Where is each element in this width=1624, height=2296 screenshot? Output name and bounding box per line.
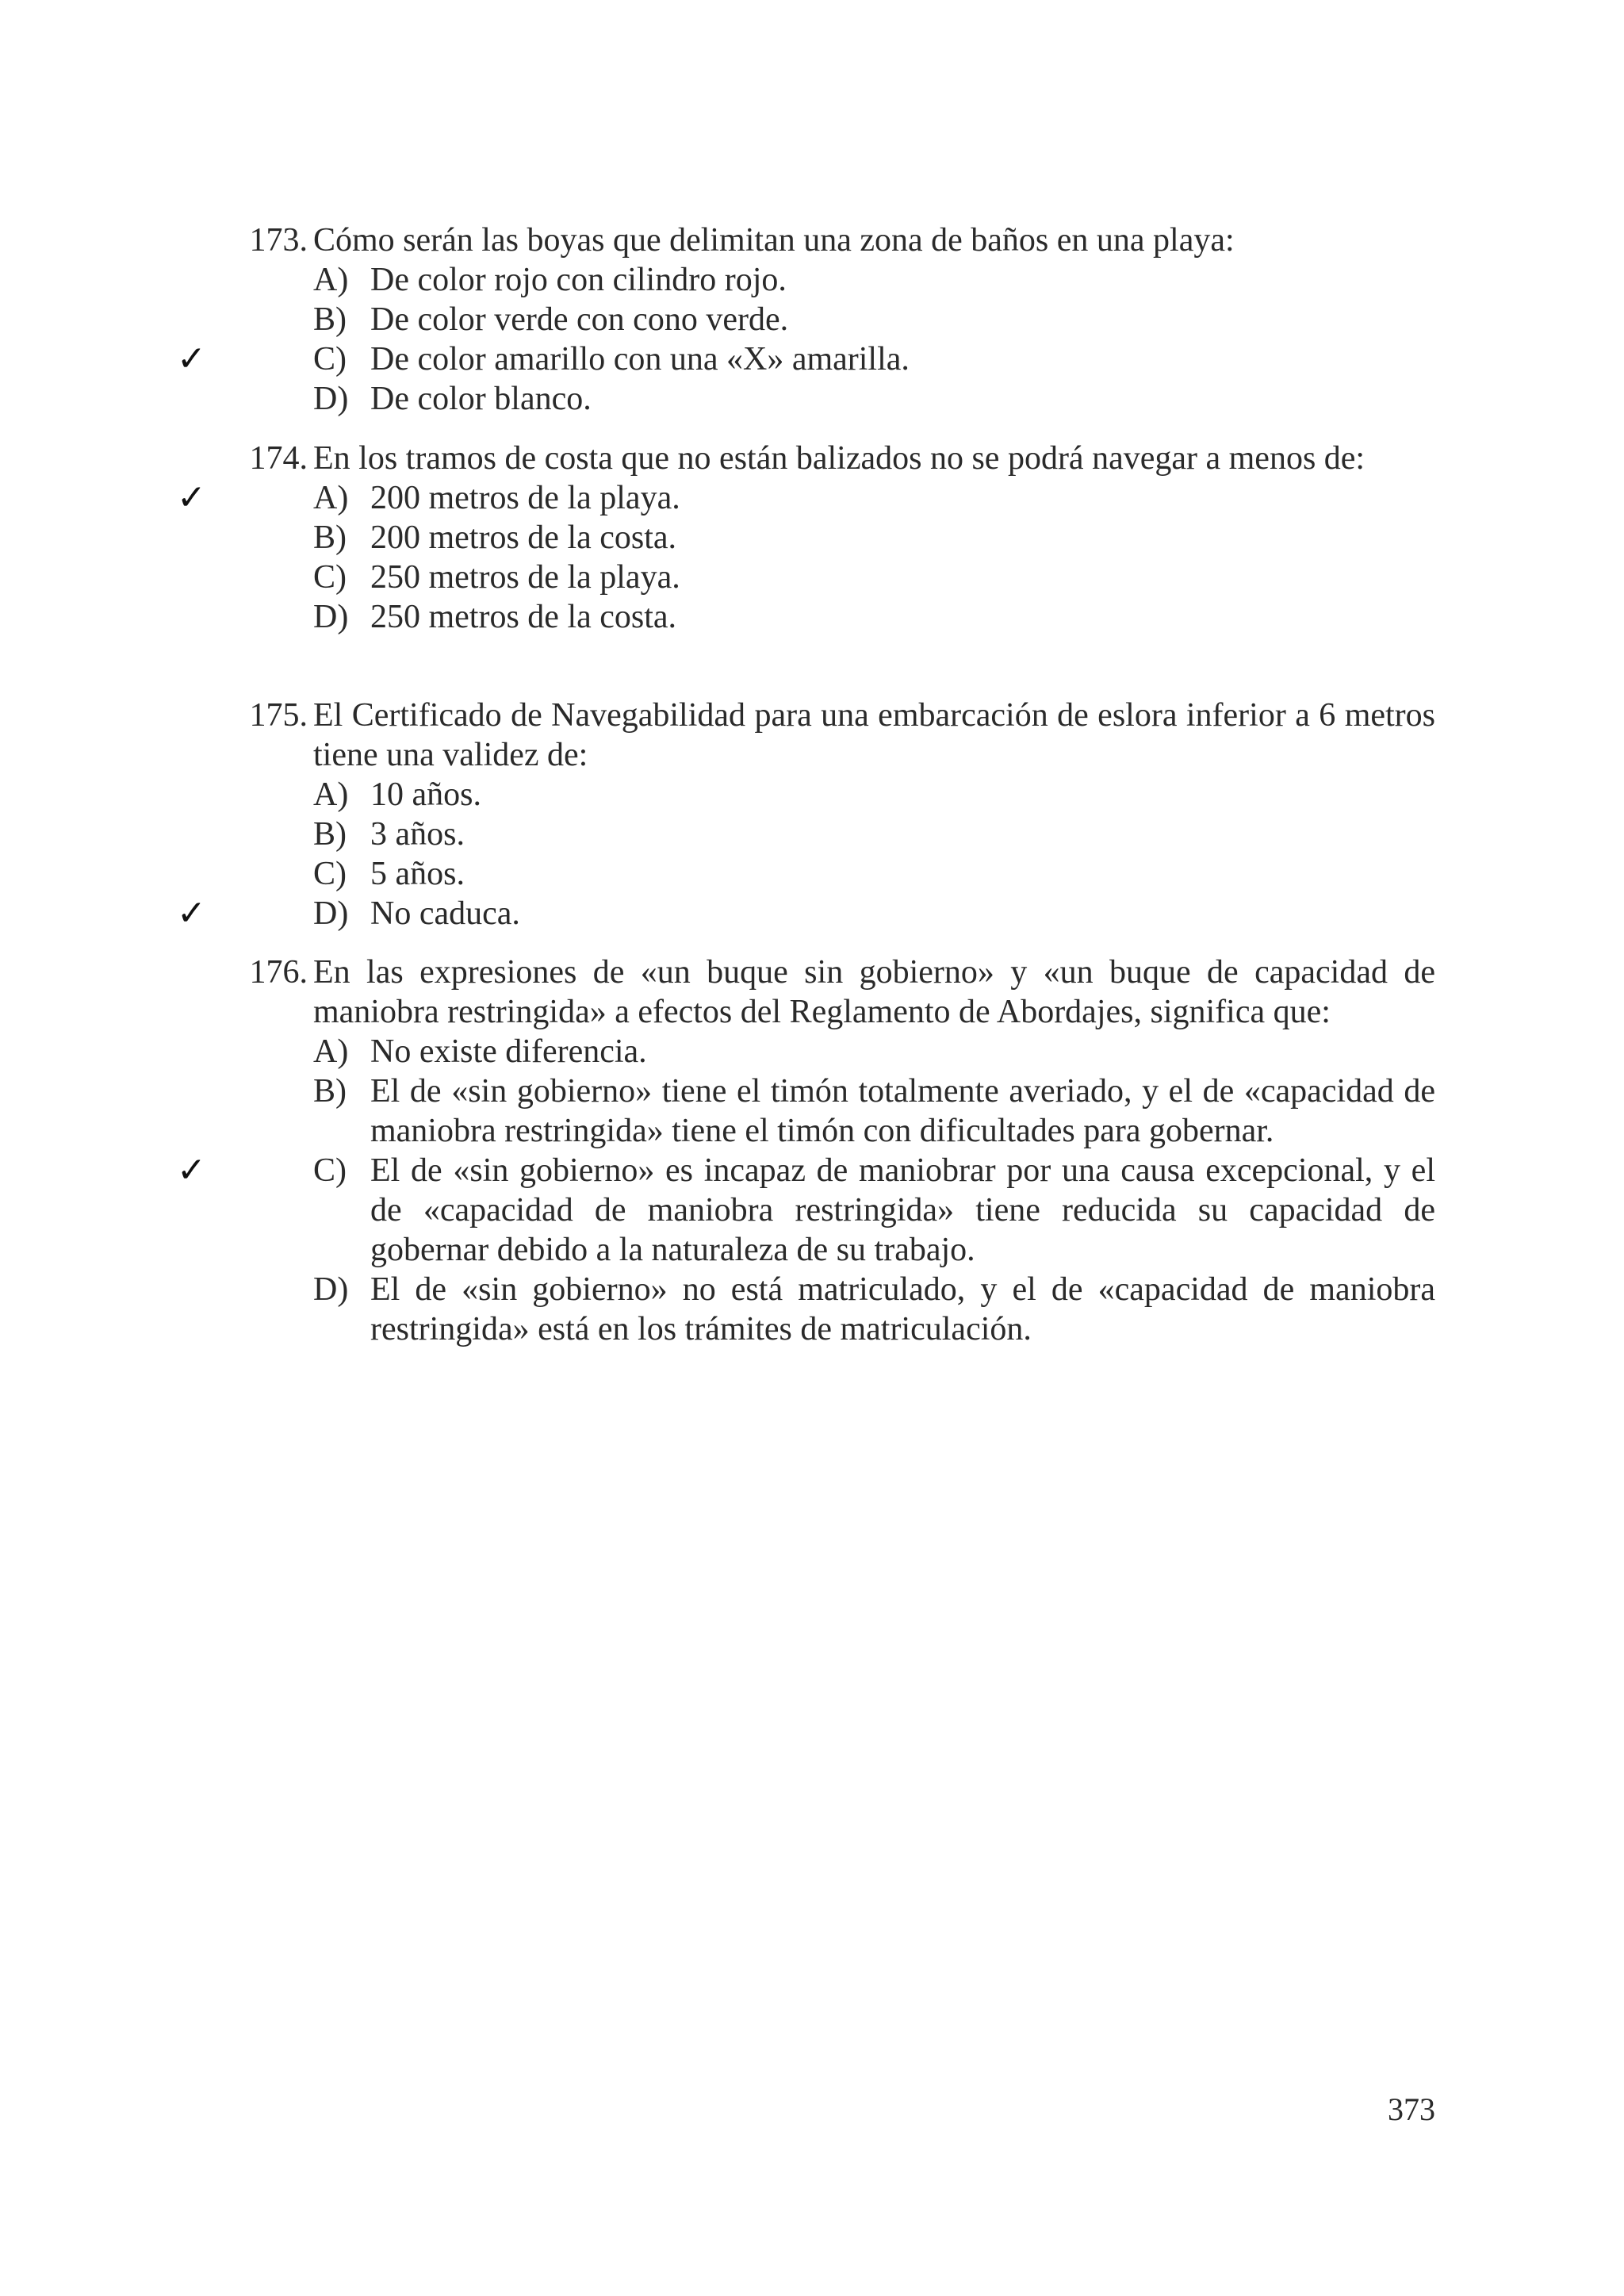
option-text: 250 metros de la costa. — [370, 599, 677, 635]
options-list — [177, 1032, 1435, 1349]
option-letter: A) — [313, 1033, 349, 1070]
check-mark-icon: ✓ — [177, 893, 206, 933]
question-text: En los tramos de costa que no están balizados no se podrá navegar a menos de: — [313, 440, 1365, 477]
check-mark-icon: ✓ — [177, 477, 206, 518]
options-list — [177, 477, 1435, 637]
question-text: El Certificado de Navegabilidad para una embarcación de eslora inferior a 6 metros tiene una validez de: — [313, 697, 1435, 773]
option-c — [177, 1150, 1435, 1270]
option-d — [313, 597, 1435, 637]
option-text: El de «sin gobierno» es incapaz de maniobrar por una causa excepcional, y el de «capacidad de maniobra restringida» tiene reducida su capacidad de gobernar debido a la naturaleza de su trabajo. — [370, 1152, 1435, 1268]
question-175 — [177, 696, 1435, 933]
option-text: No existe diferencia. — [370, 1033, 647, 1070]
options-list — [177, 775, 1435, 933]
option-letter: D) — [313, 1271, 349, 1308]
option-a — [177, 477, 1435, 518]
option-text: De color rojo con cilindro rojo. — [370, 262, 787, 298]
option-letter: B) — [313, 301, 347, 338]
option-d — [313, 1270, 1435, 1349]
option-text: 5 años. — [370, 856, 465, 892]
option-letter: D) — [313, 599, 349, 635]
option-d — [313, 379, 1435, 419]
option-text: De color blanco. — [370, 381, 592, 417]
option-c — [313, 854, 1435, 894]
option-text: 3 años. — [370, 816, 465, 853]
option-letter: A) — [313, 480, 349, 516]
option-letter: D) — [313, 381, 349, 417]
option-d — [177, 893, 1435, 933]
option-a — [313, 1032, 1435, 1071]
option-b — [313, 1071, 1435, 1151]
option-c — [177, 339, 1435, 379]
option-letter: B) — [313, 1073, 347, 1110]
option-text: El de «sin gobierno» tiene el timón totalmente averiado, y el de «capacidad de maniobra restringida» tiene el timón con dificultades para gobernar. — [370, 1073, 1435, 1149]
option-text: El de «sin gobierno» no está matriculado, y el de «capacidad de maniobra restringida» está en los trámites de matriculación. — [370, 1271, 1435, 1347]
option-letter: C) — [313, 559, 347, 596]
option-c — [313, 558, 1435, 597]
question-number: 174. — [249, 440, 308, 477]
question-stem — [222, 439, 1435, 478]
question-number: 173. — [249, 222, 308, 259]
option-b — [313, 300, 1435, 339]
check-mark-icon: ✓ — [177, 1150, 206, 1190]
option-letter: D) — [313, 895, 349, 932]
option-text: De color verde con cono verde. — [370, 301, 789, 338]
question-stem — [222, 220, 1435, 260]
question-text: En las expresiones de «un buque sin gobierno» y «un buque de capacidad de maniobra restringida» a efectos del Reglamento de Abordajes, significa que: — [313, 954, 1435, 1030]
option-text: 250 metros de la playa. — [370, 559, 680, 596]
option-letter: C) — [313, 341, 347, 378]
question-174 — [177, 439, 1435, 637]
option-letter: B) — [313, 816, 347, 853]
question-173 — [177, 220, 1435, 419]
option-text: De color amarillo con una «X» amarilla. — [370, 341, 910, 378]
option-b — [313, 815, 1435, 854]
check-mark-icon: ✓ — [177, 339, 206, 379]
option-text: 200 metros de la playa. — [370, 480, 680, 516]
option-letter: C) — [313, 1152, 347, 1189]
option-letter: A) — [313, 776, 349, 813]
option-letter: C) — [313, 856, 347, 892]
option-text: 200 metros de la costa. — [370, 519, 677, 556]
option-letter: A) — [313, 262, 349, 298]
question-176 — [177, 953, 1435, 1349]
option-a — [313, 775, 1435, 815]
options-list — [177, 260, 1435, 419]
page-number: 373 — [1388, 2091, 1435, 2127]
question-stem — [222, 696, 1435, 775]
question-stem — [222, 953, 1435, 1032]
option-text: 10 años. — [370, 776, 481, 813]
option-b — [313, 518, 1435, 558]
option-text: No caduca. — [370, 895, 520, 932]
option-letter: B) — [313, 519, 347, 556]
question-number: 175. — [249, 697, 308, 734]
question-number: 176. — [249, 954, 308, 991]
option-a — [313, 260, 1435, 300]
question-text: Cómo serán las boyas que delimitan una zona de baños en una playa: — [313, 222, 1235, 259]
